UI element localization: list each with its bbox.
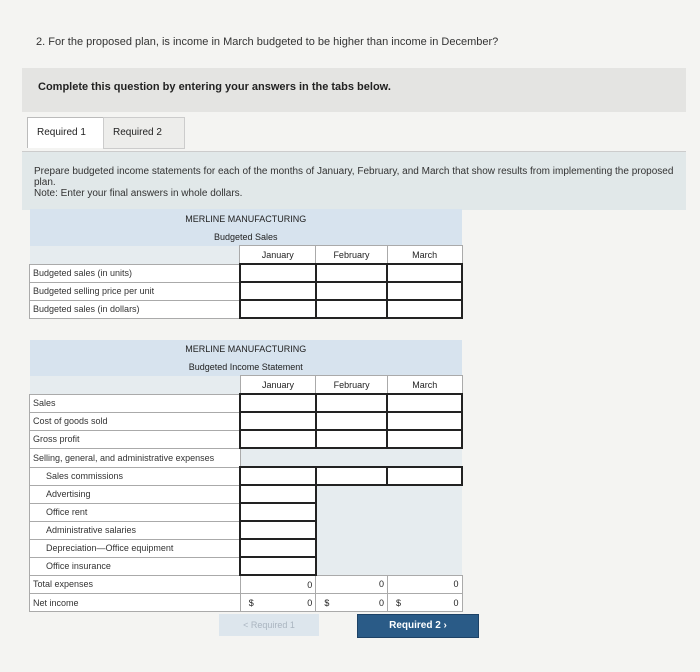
input-sales-units-feb[interactable] [316,264,388,282]
row-label-depreciation: Depreciation—Office equipment [30,539,241,557]
income-statement-table [29,340,463,612]
net-income-feb-value: 0 [378,597,384,608]
total-expenses-feb: 0 [316,575,388,594]
row-label-sga: Selling, general, and administrative expenses [30,448,241,467]
income-col-february: February [316,376,388,395]
input-gross-jan[interactable] [240,430,316,448]
income-col-january: January [240,376,316,395]
sales-table-title: Budgeted Sales [30,228,463,246]
row-label-advertising: Advertising [30,485,241,503]
input-cogs-mar[interactable] [387,412,462,430]
sales-col-march: March [387,246,462,265]
row-label-sales-dollars: Budgeted sales (in dollars) [30,300,240,318]
total-expenses-jan: 0 [240,575,316,594]
input-sales-mar[interactable] [387,394,462,412]
row-label-sales-units: Budgeted sales (in units) [30,264,240,282]
input-salaries-jan[interactable] [240,521,316,539]
input-depreciation-jan[interactable] [240,539,316,557]
income-col-march: March [387,376,462,395]
next-required-2-button[interactable]: Required 2 › [357,614,479,638]
input-sales-jan[interactable] [240,394,316,412]
input-advertising-jan[interactable] [240,485,316,503]
row-label-total-expenses: Total expenses [30,575,241,594]
row-label-office-rent: Office rent [30,503,241,521]
question-text: 2. For the proposed plan, is income in March budgeted to be higher than income in December? [36,36,499,48]
input-gross-feb[interactable] [316,430,388,448]
tab-required-2[interactable]: Required 2 [103,117,185,149]
row-label-net-income: Net income [30,594,241,612]
sales-col-january: January [240,246,316,265]
instructions-panel [22,151,686,210]
net-income-jan-value: 0 [307,597,313,608]
input-gross-mar[interactable] [387,430,462,448]
banner-text: Complete this question by entering your answers in the tabs below. [38,81,391,93]
input-sales-units-jan[interactable] [240,264,316,282]
input-price-jan[interactable] [240,282,316,300]
input-commissions-feb[interactable] [316,467,388,485]
input-sales-units-mar[interactable] [387,264,462,282]
sales-company-name: MERLINE MANUFACTURING [30,209,463,228]
row-label-gross-profit: Gross profit [30,430,241,448]
net-income-feb [316,594,388,612]
income-company-name: MERLINE MANUFACTURING [30,340,463,358]
row-label-admin-salaries: Administrative salaries [30,521,241,539]
net-income-jan [240,594,316,612]
net-income-mar [387,594,462,612]
row-label-insurance: Office insurance [30,557,241,575]
budgeted-sales-table [29,209,463,319]
instructions-text: Prepare budgeted income statements for each of the months of January, February, and March that show results from implementing the proposed plan. [34,166,674,188]
currency-symbol: $ [395,597,401,608]
input-insurance-jan[interactable] [240,557,316,575]
note-text: Note: Enter your final answers in whole dollars. [34,188,243,199]
total-expenses-mar: 0 [387,575,462,594]
input-rent-jan[interactable] [240,503,316,521]
input-commissions-mar[interactable] [387,467,462,485]
input-sales-dollars-jan[interactable] [240,300,316,318]
tab-required-1[interactable]: Required 1 [27,117,117,148]
input-price-feb[interactable] [316,282,388,300]
currency-symbol: $ [248,597,254,608]
row-label-commissions: Sales commissions [30,467,241,485]
input-sales-dollars-mar[interactable] [387,300,462,318]
row-label-sales: Sales [30,394,241,412]
input-cogs-feb[interactable] [316,412,388,430]
input-sales-feb[interactable] [316,394,388,412]
row-label-selling-price: Budgeted selling price per unit [30,282,240,300]
sales-col-february: February [316,246,388,265]
instruction-banner [22,68,686,112]
net-income-mar-value: 0 [453,597,459,608]
prev-required-1-button[interactable]: < Required 1 [219,614,319,636]
input-commissions-jan[interactable] [240,467,316,485]
input-price-mar[interactable] [387,282,462,300]
row-label-cogs: Cost of goods sold [30,412,241,430]
currency-symbol: $ [324,597,330,608]
input-sales-dollars-feb[interactable] [316,300,388,318]
input-cogs-jan[interactable] [240,412,316,430]
income-table-title: Budgeted Income Statement [30,358,463,376]
